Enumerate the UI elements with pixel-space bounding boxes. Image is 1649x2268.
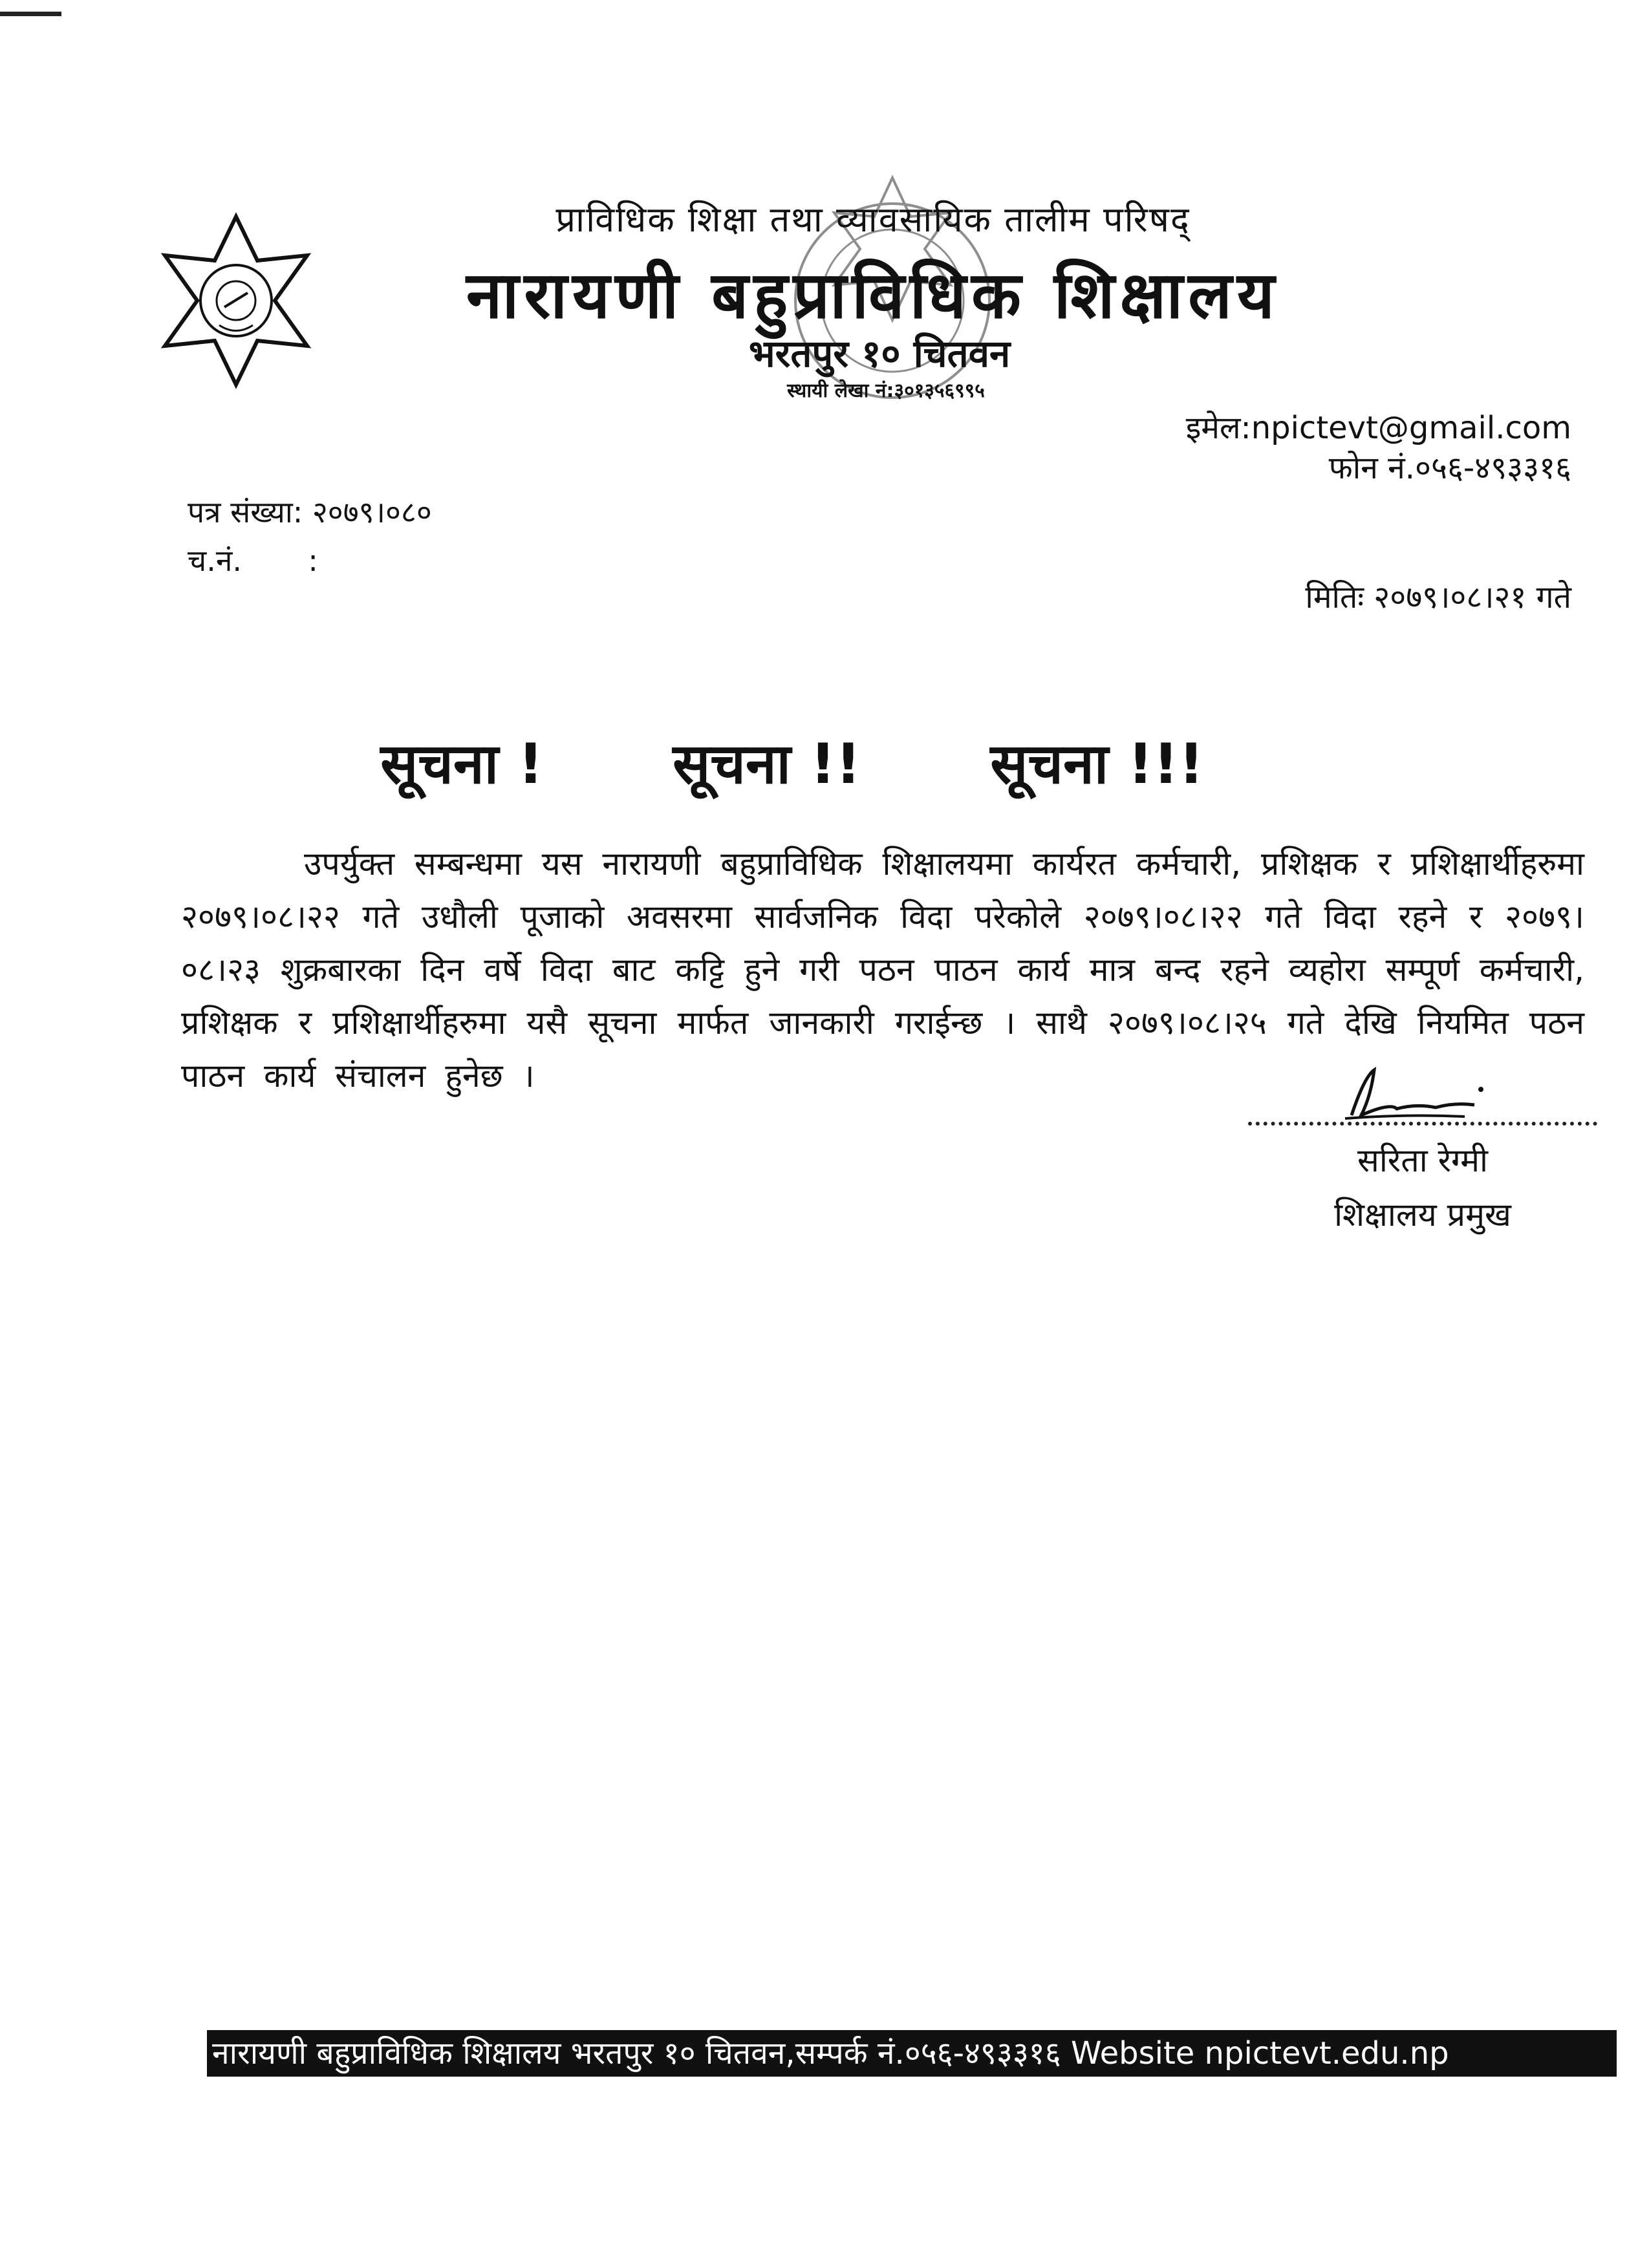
phone-number: फोन नं.०५६-४९३३१६ (1328, 450, 1571, 486)
handwritten-signature-icon (1326, 1064, 1494, 1125)
signatory-designation: शिक्षालय प्रमुख (1334, 1196, 1511, 1234)
college-address: भरतपुर १० चितवन (748, 332, 1011, 376)
notice-title-1: सूचना ! (380, 732, 544, 797)
notice-title-2: सूचना !! (673, 732, 861, 797)
scan-artifact (0, 12, 61, 16)
notice-body: उपर्युक्त सम्बन्धमा यस नारायणी बहुप्राविधिक शिक्षालयमा कार्यरत कर्मचारी, प्रशिक्षक र प्रशिक्षार्थीहरुमा २०७९।०८।२२ गते उधौली पूजाको अवसरमा सार्वजनिक विदा परेकोले २०७९।०८।२२ गते विदा रहने र २०७९।०८।२३ शुक्रबारका दिन वर्षे विदा बाट कट्टि हुने गरी पठन पाठन कार्य मात्र बन्द रहने व्यहोरा सम्पूर्ण कर्मचारी, प्रशिक्षक र प्रशिक्षार्थीहरुमा यसै सूचना मार्फत जानकारी गराईन्छ । साथै २०७९।०८।२५ गते देखि नियमित पठन पाठन कार्य संचालन हुनेछ । (181, 845, 1584, 1095)
signatory-name: सरिता रेग्मी (1357, 1142, 1488, 1179)
council-name: प्राविधिक शिक्षा तथा व्यावसायिक तालीम परिषद् (555, 199, 1191, 240)
notice-title (194, 724, 1390, 800)
college-name: नारायणी बहुप्राविधिक शिक्षालय (466, 257, 1280, 333)
email-address: इमेल:npictevt@gmail.com (1185, 410, 1571, 446)
signature-block (1242, 1060, 1604, 1236)
signature-line (1248, 1060, 1597, 1126)
nepal-emblem-icon (152, 210, 320, 391)
letter-date: मितिः २०७९।०८।२१ गते (1305, 579, 1571, 615)
footer-bar: नारायणी बहुप्राविधिक शिक्षालय भरतपुर १० चितवन,सम्पर्क नं.०५६-४९३३१६ Website npictevt.edu.np (207, 2030, 1617, 2077)
letter-number: पत्र संख्या: २०७९।०८० (188, 495, 432, 530)
notice-title-3: सूचना !!! (990, 732, 1204, 797)
dispatch-number: च.नं. : (188, 543, 318, 578)
account-number: स्थायी लेखा नं:३०१३५६९९५ (787, 380, 985, 402)
